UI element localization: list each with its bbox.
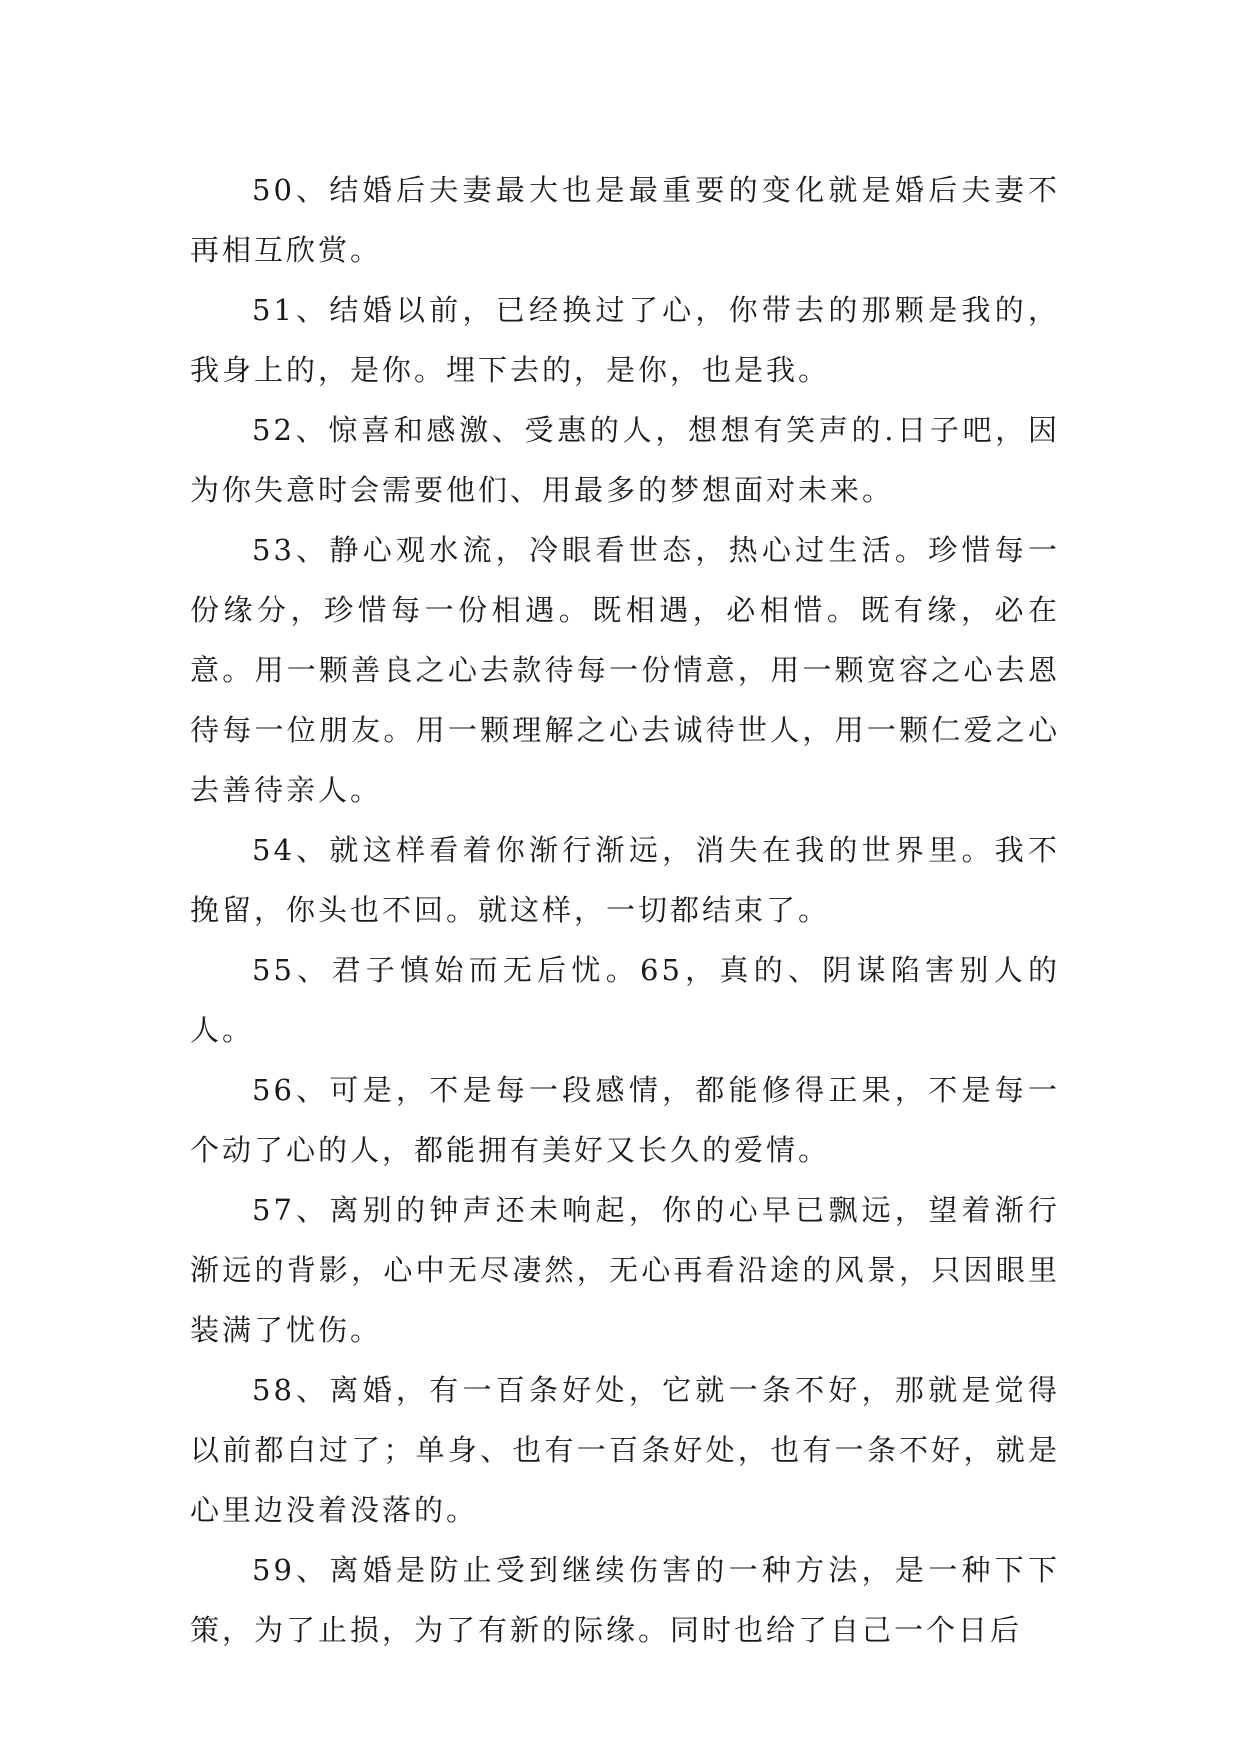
- paragraph-50: 50、结婚后夫妻最大也是最重要的变化就是婚后夫妻不再相互欣赏。: [190, 173, 1060, 267]
- paragraph-59: 59、离婚是防止受到继续伤害的一种方法，是一种下下策，为了止损，为了有新的际缘。同时也给了自己一个日后: [190, 1553, 1060, 1647]
- document-body: [190, 160, 1060, 1660]
- paragraph-52: 52、惊喜和感激、受惠的人，想想有笑声的.日子吧，因为你失意时会需要他们、用最多的梦想面对未来。: [190, 413, 1060, 507]
- paragraph-51: 51、结婚以前，已经换过了心，你带去的那颗是我的，我身上的，是你。埋下去的，是你，也是我。: [190, 293, 1060, 387]
- paragraph-56: 56、可是，不是每一段感情，都能修得正果，不是每一个动了心的人，都能拥有美好又长久的爱情。: [190, 1073, 1060, 1167]
- paragraph-55: 55、君子慎始而无后忧。65，真的、阴谋陷害别人的人。: [190, 953, 1060, 1047]
- paragraph-57: 57、离别的钟声还未响起，你的心早已飘远，望着渐行渐远的背影，心中无尽凄然，无心再看沿途的风景，只因眼里装满了忧伤。: [190, 1193, 1060, 1347]
- paragraph-53: 53、静心观水流，冷眼看世态，热心过生活。珍惜每一份缘分，珍惜每一份相遇。既相遇，必相惜。既有缘，必在意。用一颗善良之心去款待每一份情意，用一颗宽容之心去恩待每一位朋友。用一颗理解之心去诚待世人，用一颗仁爱之心去善待亲人。: [190, 533, 1060, 807]
- paragraph-54: 54、就这样看着你渐行渐远，消失在我的世界里。我不挽留，你头也不回。就这样，一切都结束了。: [190, 833, 1060, 927]
- paragraph-58: 58、离婚，有一百条好处，它就一条不好，那就是觉得以前都白过了；单身、也有一百条好处，也有一条不好，就是心里边没着没落的。: [190, 1373, 1060, 1527]
